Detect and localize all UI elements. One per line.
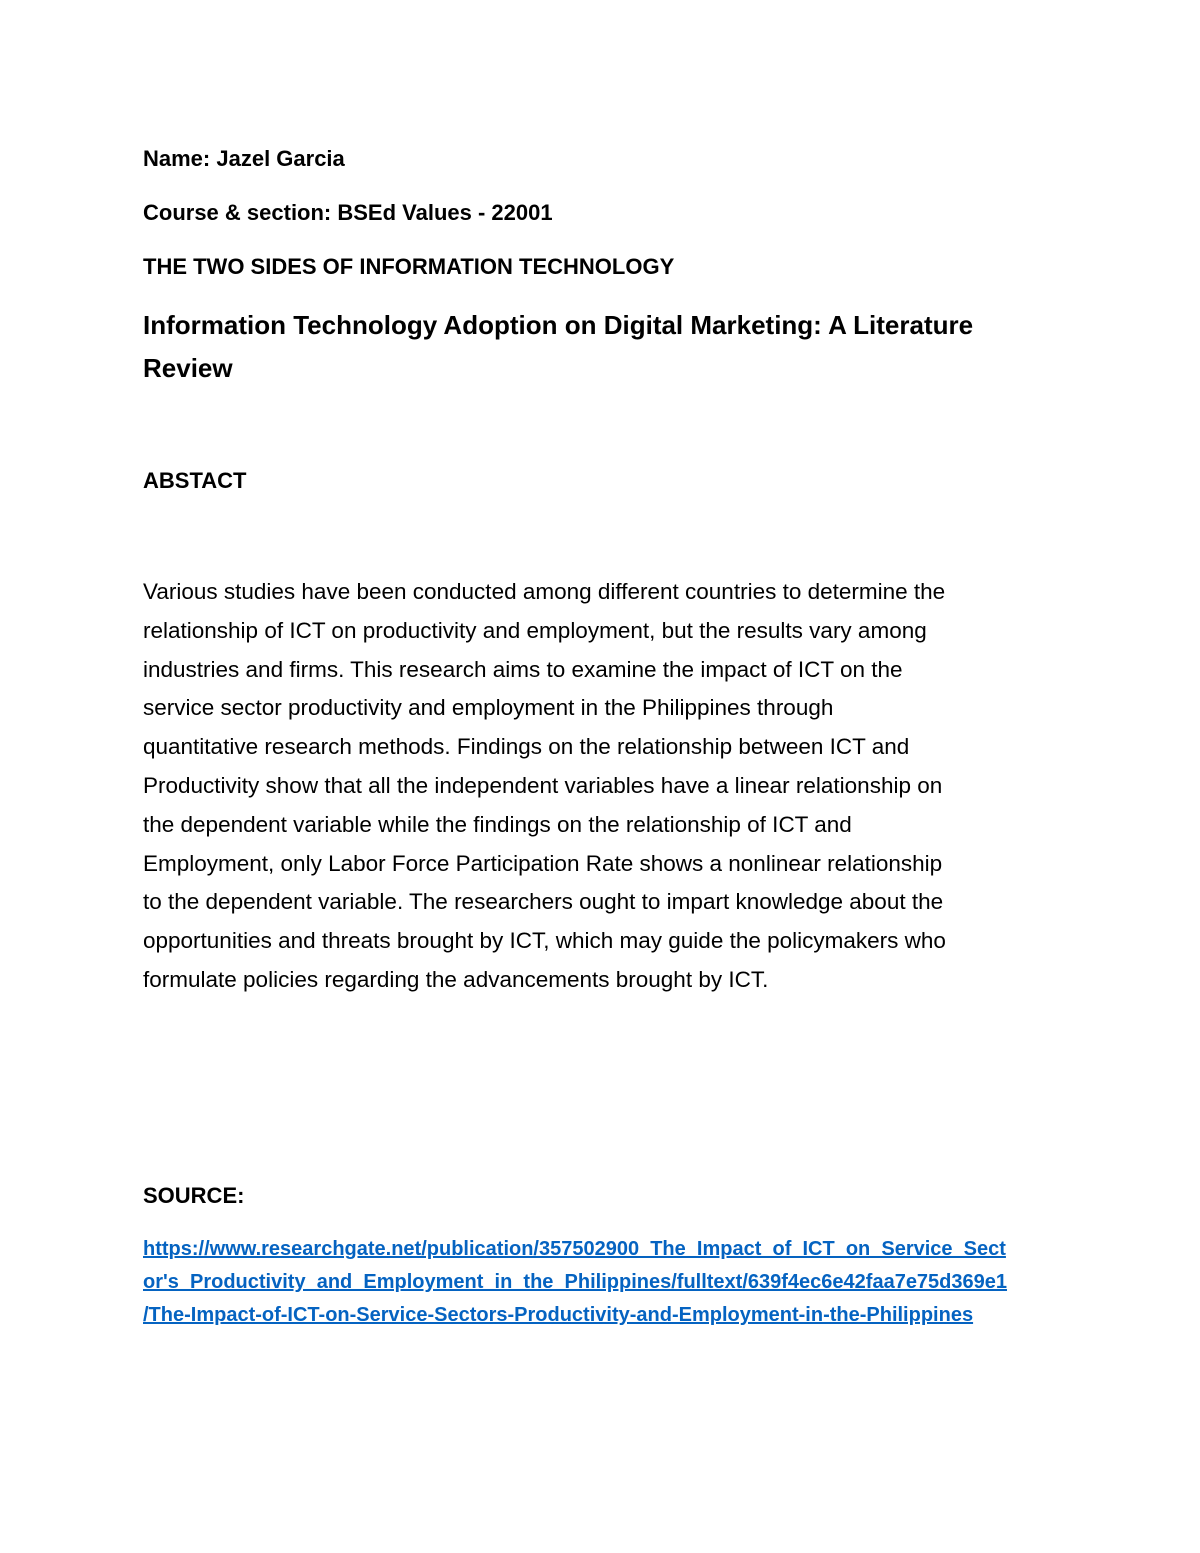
abstract-line: industries and firms. This research aims to examine the impact of ICT on the xyxy=(143,656,903,682)
abstract-line: Productivity show that all the independent variables have a linear relationship on xyxy=(143,772,943,798)
abstract-line: the dependent variable while the findings on the relationship of ICT and xyxy=(143,811,852,837)
topic-heading: THE TWO SIDES OF INFORMATION TECHNOLOGY xyxy=(143,254,675,279)
abstract-line: service sector productivity and employment in the Philippines through xyxy=(143,695,834,721)
abstract-heading: ABSTACT xyxy=(143,468,247,493)
source-heading: SOURCE: xyxy=(143,1183,245,1208)
abstract-body xyxy=(143,573,1063,1000)
abstract-line: Employment, only Labor Force Participation Rate shows a nonlinear relationship xyxy=(143,850,943,876)
abstract-line: quantitative research methods. Findings on the relationship between ICT and xyxy=(143,734,910,760)
abstract-line: relationship of ICT on productivity and employment, but the results vary among xyxy=(143,617,927,643)
source-link-line[interactable]: or's_Productivity_and_Employment_in_the_Philippines/fulltext/639f4ec6e42faa7e75d369e1 xyxy=(143,1271,1008,1293)
abstract-line: opportunities and threats brought by ICT, which may guide the policymakers who xyxy=(143,928,946,954)
source-link-line[interactable]: /The-Impact-of-ICT-on-Service-Sectors-Productivity-and-Employment-in-the-Philippines xyxy=(143,1304,974,1326)
source-link-line[interactable]: https://www.researchgate.net/publication/357502900_The_Impact_of_ICT_on_Service_Sect xyxy=(143,1238,1006,1260)
abstract-line: to the dependent variable. The researchers ought to impart knowledge about the xyxy=(143,889,944,915)
student-name: Name: Jazel Garcia xyxy=(143,146,345,171)
course-section: Course & section: BSEd Values - 22001 xyxy=(143,200,553,225)
abstract-line: Various studies have been conducted among different countries to determine the xyxy=(143,579,946,604)
source-link[interactable] xyxy=(143,1233,1063,1332)
paper-title: Information Technology Adoption on Digital Marketing: A Literature Review xyxy=(143,310,974,383)
abstract-line: formulate policies regarding the advancements brought by ICT. xyxy=(143,966,769,992)
